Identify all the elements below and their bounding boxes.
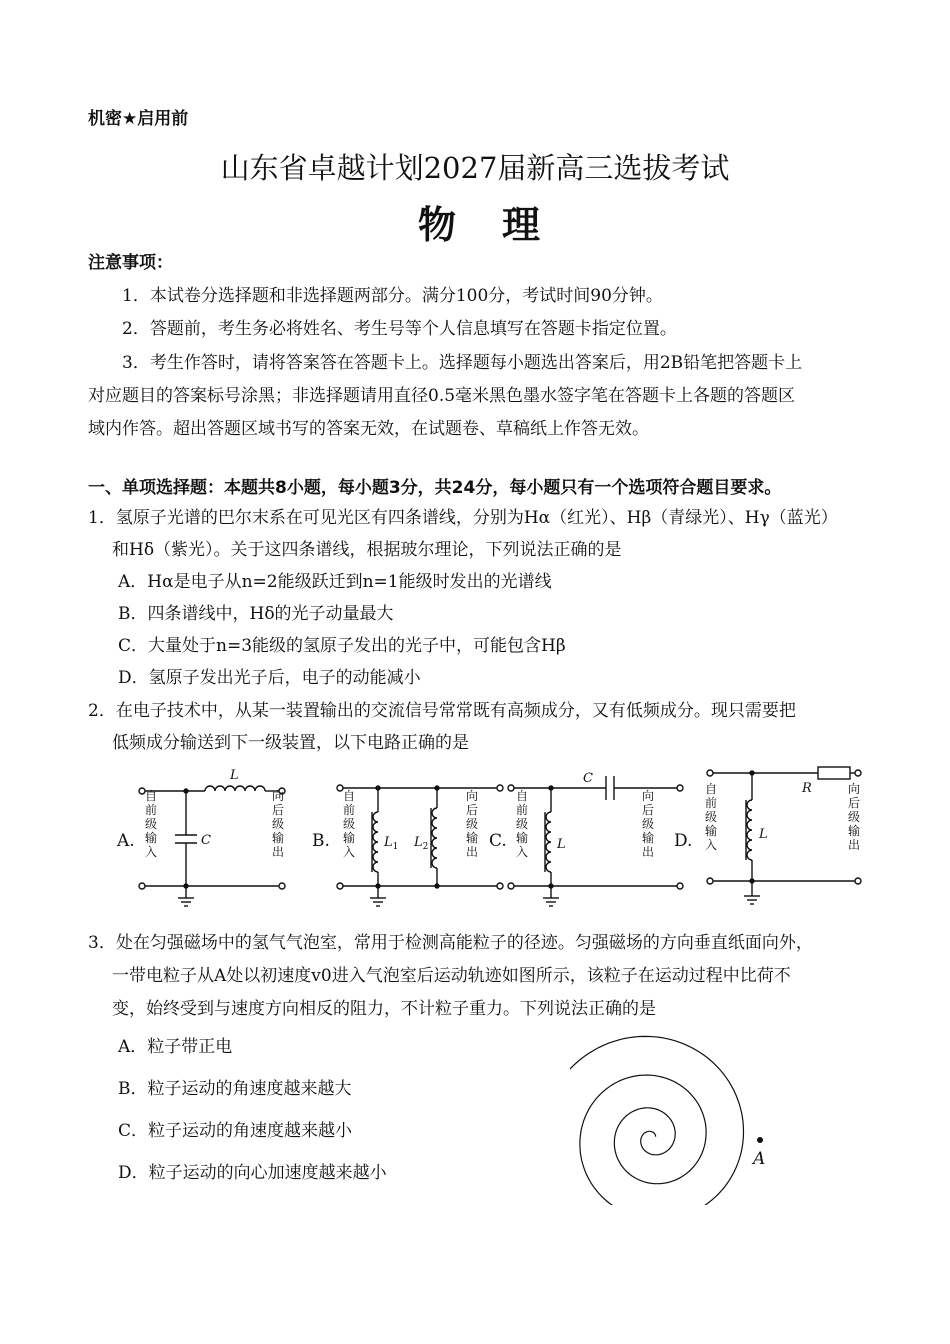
circuit-b-l2-label: $L_2$ [414,835,429,852]
circuit-d-output-label: 向后级输出 [847,782,861,852]
q1-stem-line1: 1．氢原子光谱的巴尔末系在可见光区有四条谱线，分别为Hα（红光）、Hβ（青绿光）、Hγ（蓝光） [88,508,838,528]
q3-stem-line3: 变，始终受到与速度方向相反的阻力，不计粒子重力。下列说法正确的是 [112,999,656,1019]
q2-circuits-figure [0,760,950,920]
q1-option-d: D．氢原子发出光子后，电子的动能减小 [118,668,421,688]
q2-stem-line1: 2．在电子技术中，从某一装置输出的交流信号常常既有高频成分，又有低频成分。现只需要把 [88,701,796,721]
confidential-mark: 机密★启用前 [88,109,189,129]
subject-title: 物理 [418,202,587,247]
circuit-d-inductor-label: L [759,827,768,842]
circuit-c-inductor-label: L [557,837,566,852]
q1-stem-line2: 和Hδ（紫光）。关于这四条谱线，根据玻尔理论，下列说法正确的是 [112,540,622,560]
note-3-cont-1: 对应题目的答案标号涂黑；非选择题请用直径0.5毫米黑色墨水签字笔在答题卡上各题的答题区 [88,386,796,406]
circuit-d-resistor-label: R [802,781,812,796]
circuit-c-label: C. [489,831,507,851]
note-2: 2．答题前，考生务必将姓名、考生号等个人信息填写在答题卡指定位置。 [122,319,677,339]
circuit-b-output-label: 向后级输出 [465,789,479,859]
q1-option-c: C．大量处于n=3能级的氢原子发出的光子中，可能包含Hβ [118,636,566,656]
circuit-d [704,767,861,904]
q3-stem-line1: 3．处在匀强磁场中的氢气气泡室，常用于检测高能粒子的径迹。匀强磁场的方向垂直纸面向外， [88,933,813,953]
circuit-c-output-label: 向后级输出 [641,789,655,859]
circuit-a-capacitor-label: C [201,833,211,848]
circuit-a-label: A. [117,831,135,851]
q3-spiral-figure [570,1015,800,1205]
circuit-b-l1-label: $L_1$ [384,835,399,852]
note-1: 1．本试卷分选择题和非选择题两部分。满分100分，考试时间90分钟。 [122,286,663,306]
q3-stem-line2: 一带电粒子从A处以初速度v0进入气泡室后运动轨迹如图所示，该粒子在运动过程中比荷不 [112,966,791,986]
q3-option-b: B．粒子运动的角速度越来越大 [118,1079,352,1099]
q3-option-d: D．粒子运动的向心加速度越来越小 [118,1163,387,1183]
q3-option-a: A．粒子带正电 [118,1037,233,1057]
circuit-a [139,786,285,906]
circuit-b-label: B. [312,831,330,851]
q3-option-c: C．粒子运动的角速度越来越小 [118,1121,353,1141]
particle-trajectory [570,1036,744,1205]
exam-title: 山东省卓越计划2027届新高三选拔考试 [220,151,730,185]
circuit-c-capacitor-label: C [583,771,593,786]
point-a-marker [757,1137,763,1143]
note-3: 3．考生作答时，请将答案答在答题卡上。选择题每小题选出答案后，用2B铅笔把答题卡上 [122,353,803,373]
circuit-a-inductor-label: L [230,768,239,783]
circuit-c-input-label: 自前级输入 [515,789,529,859]
circuit-d-input-label: 自前级输入 [704,782,718,852]
point-a-label: A [753,1149,766,1169]
q1-option-a: A．Hα是电子从n=2能级跃迁到n=1能级时发出的光谱线 [118,572,552,592]
circuit-d-label: D. [674,831,693,851]
circuit-a-input-label: 自前级输入 [144,789,158,859]
circuit-b-input-label: 自前级输入 [342,789,356,859]
circuit-a-output-label: 向后级输出 [271,789,285,859]
section-heading: 一、单项选择题：本题共8小题，每小题3分，共24分，每小题只有一个选项符合题目要求。 [88,478,782,498]
q1-option-b: B．四条谱线中，Hδ的光子动量最大 [118,604,394,624]
notes-heading: 注意事项： [88,253,173,273]
note-3-cont-2: 域内作答。超出答题区域书写的答案无效，在试题卷、草稿纸上作答无效。 [88,419,649,439]
circuit-c [508,776,683,906]
q2-stem-line2: 低频成分输送到下一级装置，以下电路正确的是 [112,733,469,753]
